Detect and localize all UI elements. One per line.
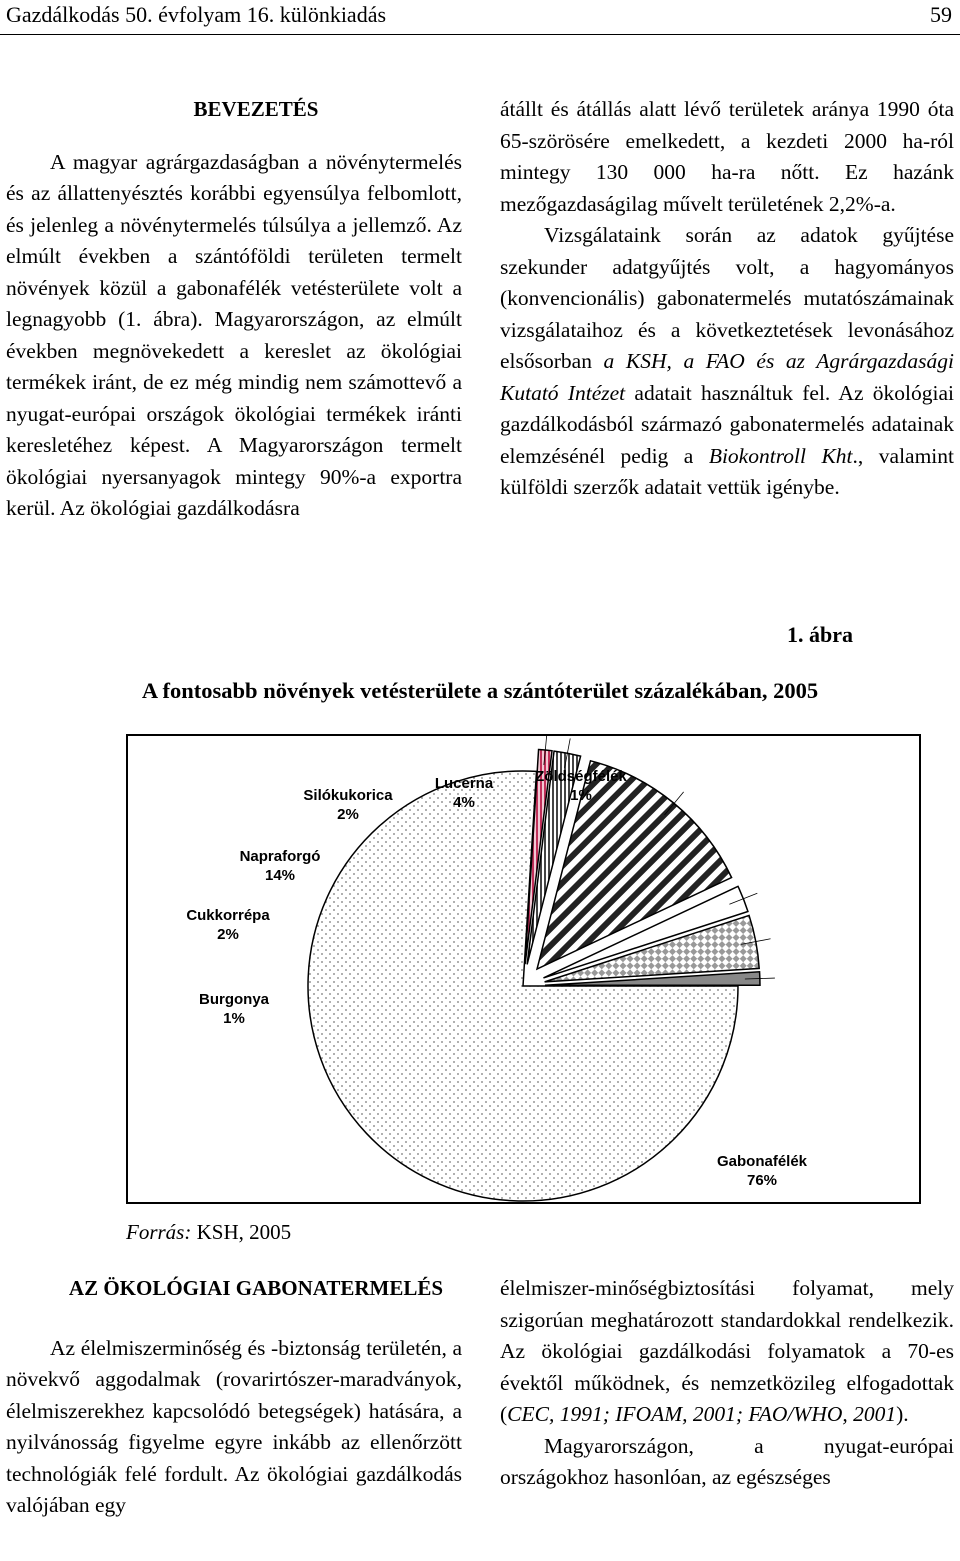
label-zoldsegfelek bbox=[535, 767, 627, 805]
slice-label-name: Zöldségfélék bbox=[535, 768, 627, 785]
intro-right-text-2 bbox=[500, 220, 954, 504]
intro-right-text-1: átállt és átállás alatt lévő területek aránya 1990 óta 65-szörösére emelkedett, a kezdeti 2000 ha-ról mintegy 130 000 ha-ra nőtt. Ez hazánk mezőgazdaságilag művelt területének 2,2%-a. bbox=[500, 97, 954, 216]
text-run: élelmiszer-minőségbiztosítási folyamat, mely szigorúan meghatározott standardokkal rendelkezik. Az ökológiai gazdálkodási folyamatok a 70-es évektől működnek, és nemzetközileg elfogadottak ( bbox=[500, 1276, 954, 1426]
intro-right-column bbox=[500, 94, 954, 504]
slice-label-value: 14% bbox=[264, 867, 296, 884]
label-silokukorica bbox=[303, 786, 392, 824]
slice-label-name: Napraforgó bbox=[239, 848, 321, 865]
section2-right-text-1 bbox=[500, 1273, 954, 1431]
italic-biokontroll: Biokontroll Kht bbox=[708, 443, 853, 468]
intro-left-column bbox=[6, 94, 462, 525]
figure-number: 1. ábra bbox=[787, 622, 853, 647]
text-run: ., valamint külföldi szerzők adatait vettük igénybe. bbox=[500, 443, 955, 499]
slice-label-value: 1% bbox=[223, 1010, 245, 1027]
text-run: ). bbox=[896, 1402, 909, 1426]
label-burgonya bbox=[199, 990, 269, 1028]
label-cukkorrepa bbox=[186, 906, 269, 944]
figure-source bbox=[126, 1220, 291, 1245]
section2-right-text-2: Magyarországon, a nyugat-európai országokhoz hasonlóan, az egészséges bbox=[500, 1433, 954, 1489]
text-run: adatait használtuk fel. Az ökológiai gazdálkodásból származó gabonatermelés adatainak elemzésénél pedig a bbox=[500, 380, 954, 468]
source-text: KSH, 2005 bbox=[191, 1220, 292, 1244]
journal-title: Gazdálkodás 50. évfolyam 16. különkiadás bbox=[6, 2, 387, 27]
slice-label-value: 1% bbox=[570, 787, 592, 804]
slice-label-value: 76% bbox=[746, 1172, 778, 1189]
text-run: Vizsgálataink során az adatok gyűjtése szekunder adatgyűjtés volt, a hagyományos (konvencionális) gabonatermelés mutatószámainak vizsgálataihoz és a következtetések levonásához elsősorban bbox=[500, 223, 954, 373]
page-number: 59 bbox=[930, 2, 952, 27]
page-header bbox=[0, 0, 960, 35]
section2-left-text: Az élelmiszerminőség és -biztonság területén, a növekvő aggodalmak (rovarirtószer-maradványok, élelmiszerekhez kapcsolódó betegségek) hatására, a nyilvánosság figyelme egyre inkább az ellenőrzött technológiák felé fordult. Az ökológiai gazdálkodás valójában egy bbox=[6, 1335, 462, 1517]
label-gabonafelek bbox=[717, 1152, 807, 1190]
intro-heading: BEVEZETÉS bbox=[193, 97, 319, 121]
section2-left-column bbox=[6, 1273, 462, 1522]
section2-heading: AZ ÖKOLÓGIAI GABONATERMELÉS bbox=[68, 1276, 444, 1300]
label-napraforgo bbox=[240, 847, 321, 885]
pie-chart bbox=[126, 734, 921, 1204]
slice-label-value: 4% bbox=[453, 794, 475, 811]
slice-label-name: Lucerna bbox=[434, 775, 494, 792]
intro-left-text: A magyar agrárgazdaságban a növénytermelés és az állattenyésztés korábbi egyensúlya felbomlott, és jelenleg a növénytermelés túlsúlya a jellemző. Az elmúlt években a szántóföldi területen termelt növények közül a gabonafélék vetésterülete volt a legnagyobb (1. ábra). Magyarországon, az elmúlt években megnövekedett a kereslet az ökológiai termékek iránt, de ez még mindig nem számottevő a nyugat-európai országok ökológiai termékek iránti keresletéhez képest. A Magyarországon termelt ökológiai nyersanyagok mintegy 90%-a exportra kerül. Az ökológiai gazdálkodásra bbox=[6, 149, 462, 520]
slice-label-value: 2% bbox=[217, 926, 239, 943]
slice-label-value: 2% bbox=[337, 806, 359, 823]
citation: CEC, 1991; IFOAM, 2001; FAO/WHO, 2001 bbox=[507, 1402, 897, 1426]
slice-label-name: Silókukorica bbox=[303, 787, 393, 804]
figure-title: A fontosabb növények vetésterülete a szántóterület százalékában, 2005 bbox=[141, 678, 819, 703]
source-label: Forrás: bbox=[126, 1220, 192, 1244]
slice-label-name: Cukkorrépa bbox=[186, 907, 270, 924]
italic-sources: a KSH, a FAO és az Agrárgazdasági Kutató Intézet bbox=[500, 349, 954, 405]
slice-label-name: Burgonya bbox=[198, 991, 270, 1008]
section2-right-column bbox=[500, 1273, 954, 1494]
slice-label-name: Gabonafélék bbox=[716, 1153, 808, 1170]
label-lucerna bbox=[435, 774, 493, 812]
pie-chart-svg bbox=[128, 736, 919, 1202]
